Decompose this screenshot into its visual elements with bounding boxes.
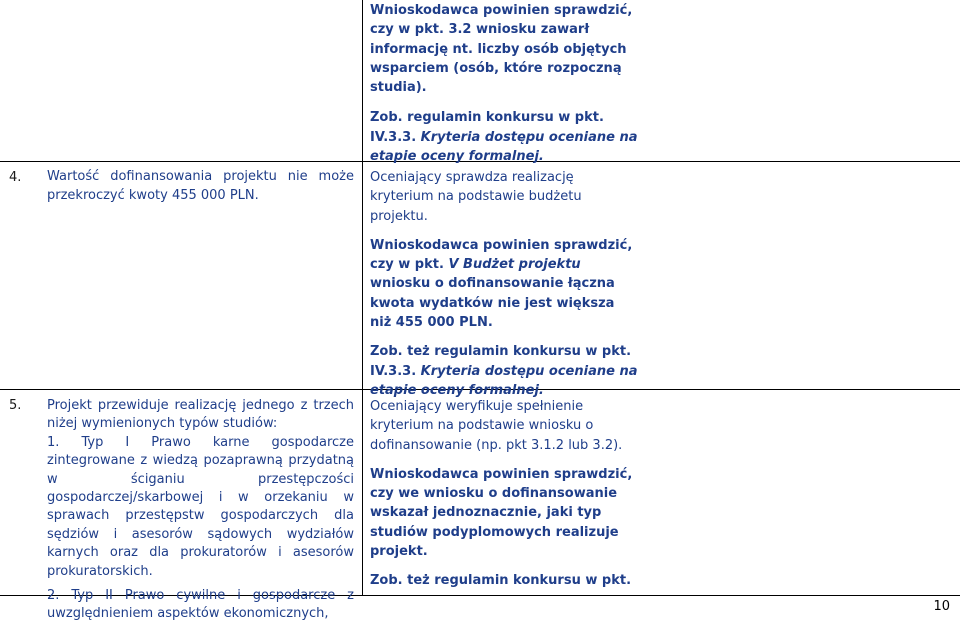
reference-italic: Kryteria dostępu oceniane na etapie oceny formalnej. (370, 129, 638, 165)
reference-lead: Zob. regulamin konkursu w pkt. IV.3.3. (370, 110, 604, 145)
row-number-5: 5. (9, 398, 22, 413)
column-divider (362, 0, 363, 596)
check-note: Wnioskodawca powinien sprawdzić, czy we wniosku o dofinansowanie wskazał jednoznacznie, jaki typ studiów podyplomowych realizuje projekt. (370, 466, 633, 560)
row4-right-cell (370, 168, 638, 400)
page-number: 10 (933, 599, 950, 614)
check-note-c: wniosku o dofinansowanie łączna kwota wydatków nie jest większa niż 455 000 PLN. (370, 276, 615, 331)
row4-criterion: Wartość dofinansowania projektu nie może przekroczyć kwoty 455 000 PLN. (47, 169, 354, 204)
row-number-4: 4. (9, 170, 22, 185)
assessor-note: Oceniający weryfikuje spełnienie kryterium na podstawie wniosku o dofinansowanie (np. pkt 3.1.2 lub 3.2). (370, 399, 623, 453)
reference-italic: Kryteria dostępu oceniane na etapie oceny formalnej. (370, 363, 638, 398)
row5-criterion (47, 397, 354, 624)
row-top-right-cell (370, 1, 640, 166)
regulation-reference (370, 108, 640, 166)
criterion-intro: Projekt przewiduje realizację jednego z trzech niżej wymienionych typów studiów: (47, 398, 354, 432)
reference-lead: Zob. też regulamin konkursu w pkt. IV.3.3. (370, 344, 632, 379)
regulation-reference: Zob. też regulamin konkursu w pkt. (370, 573, 632, 589)
study-type-2: 2. Typ II Prawo cywilne i gospodarcze z uwzględnieniem aspektów ekonomicznych, (47, 588, 354, 622)
assessor-note: Oceniający sprawdza realizację kryterium na podstawie budżetu projektu. (370, 170, 582, 224)
row5-right-cell (370, 397, 638, 591)
check-note (370, 236, 638, 332)
budget-section-name: V Budżet projektu (448, 257, 581, 273)
regulation-reference (370, 342, 638, 400)
study-type-1: 1. Typ I Prawo karne gospodarcze zintegrowane z wiedzą pozaprawną przydatną w ściganiu przestępczości gospodarczej/skarbowej i w orzekaniu w sprawach przestępstw gospodarczych dla sędziów i asesorów sądowych wydziałów karnych oraz dla prokuratorów i asesorów prokuratorskich. (47, 434, 354, 579)
check-note-a: Wnioskodawca powinien sprawdzić, czy w pkt. (370, 237, 633, 273)
check-note: Wnioskodawca powinien sprawdzić, czy w pkt. 3.2 wniosku zawarł informację nt. liczby osób objętych wsparciem (osób, które rozpoczną studia). (370, 3, 633, 96)
